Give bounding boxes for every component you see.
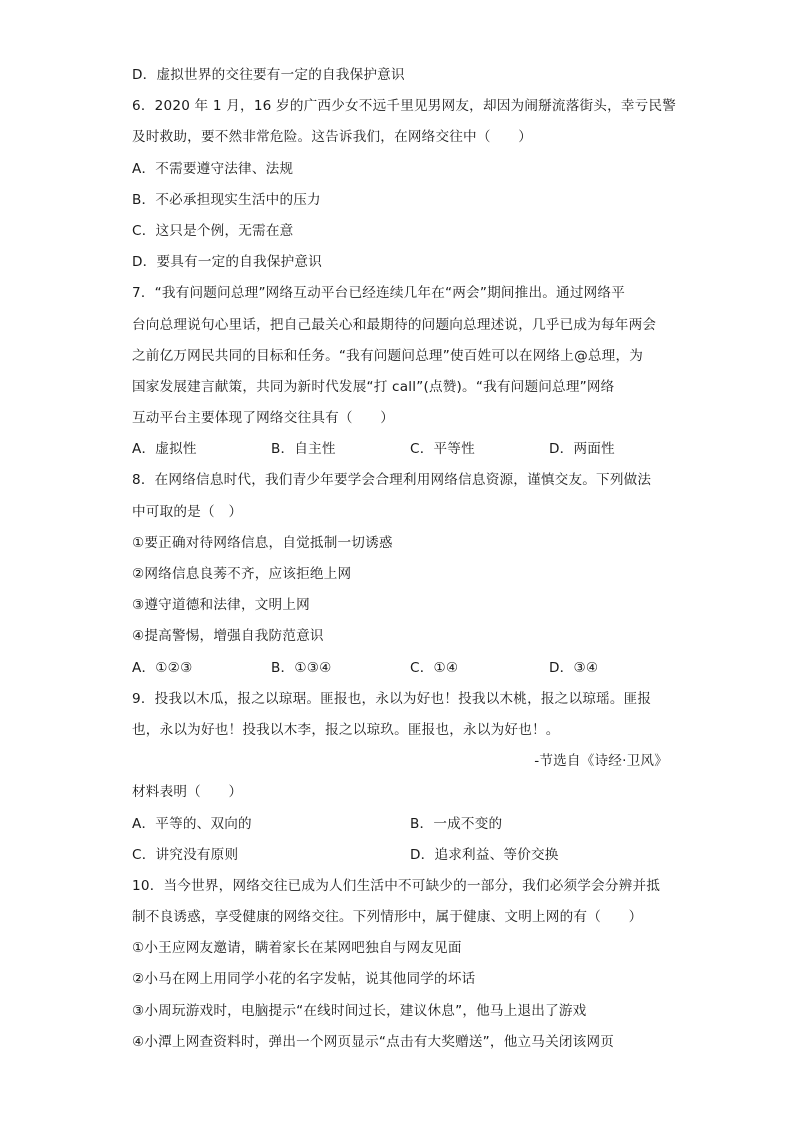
q7-options: [132, 434, 668, 465]
q6-option-d: D．要具有一定的自我保护意识: [132, 254, 322, 271]
q10-stem-line-2: 制不良诱惑，享受健康的网络交往。下列情形中，属于健康、文明上网的有（ ）: [132, 909, 643, 926]
q8-item-1: ①要正确对待网络信息，自觉抵制一切诱惑: [132, 534, 393, 551]
q6-option-a: A．不需要遵守法律、法规: [132, 160, 294, 177]
q7-option-c: C．平等性: [410, 441, 475, 458]
q7-option-a: A．虚拟性: [132, 441, 197, 458]
q7-option-d: D．两面性: [549, 441, 615, 458]
q7-stem-line-1: 7．“我有问题问总理”网络互动平台已经连续几年在“两会”期间推出。通过网络平: [132, 285, 626, 302]
q8-stem-line-1: 8．在网络信息时代，我们青少年要学会合理利用网络信息资源，谨慎交友。下列做法: [132, 472, 652, 489]
q10-stem-line-1: 10．当今世界，网络交往已成为人们生活中不可缺少的一部分，我们必须学会分辨并抵: [132, 877, 661, 894]
q9-stem-line-2: 也，永以为好也！投我以木李，报之以琼玖。匪报也，永以为好也！。: [132, 721, 560, 738]
q6-option-b: B．不必承担现实生活中的压力: [132, 191, 321, 208]
prev-option-d: D．虚拟世界的交往要有一定的自我保护意识: [132, 67, 405, 83]
q10-item-2: ②小马在网上用同学小花的名字发帖，说其他同学的坏话: [132, 971, 476, 988]
q9-option-d: D．追求利益、等价交换: [410, 846, 559, 863]
q9-stem-line-1: 9．投我以木瓜，报之以琼琚。匪报也，永以为好也！投我以木桃，报之以琼瑶。匪报: [132, 690, 652, 707]
q9-options-row-1: [132, 809, 668, 840]
q7-stem-line-3: 之前亿万网民共同的目标和任务。“我有问题问总理”使百姓可以在网络上@总理，为: [132, 347, 644, 364]
q6-stem-line-2: 及时救助，要不然非常危险。这告诉我们，在网络交往中（ ）: [132, 129, 533, 146]
q7-stem-line-2: 台向总理说句心里话，把自己最关心和最期待的问题向总理述说，几乎已成为每年两会: [132, 316, 657, 333]
q9-option-a: A．平等的、双向的: [132, 815, 252, 832]
q9-options-row-2: [132, 840, 668, 871]
q8-stem-line-2: 中可取的是（ ）: [132, 503, 243, 520]
q10-item-3: ③小周玩游戏时，电脑提示“在线时间过长，建议休息”，他马上退出了游戏: [132, 1002, 587, 1019]
q10-item-1: ①小王应网友邀请，瞒着家长在某网吧独自与网友见面: [132, 940, 462, 957]
q8-option-a: A．①②③: [132, 659, 193, 676]
q9-option-c: C．讲究没有原则: [132, 846, 239, 863]
q10-item-4: ④小潭上网查资料时，弹出一个网页显示“点击有大奖赠送”，他立马关闭该网页: [132, 1033, 615, 1050]
q9-option-b: B．一成不变的: [410, 815, 503, 832]
q7-option-b: B．自主性: [271, 441, 336, 458]
q8-option-d: D．③④: [549, 659, 599, 676]
q8-item-3: ③遵守道德和法律，文明上网: [132, 597, 310, 614]
q9-source: -节选自《诗经·卫风》: [534, 753, 668, 770]
q8-item-2: ②网络信息良莠不齐，应该拒绝上网: [132, 566, 352, 582]
q7-stem-line-4: 国家发展建言献策，共同为新时代发展“打 call”(点赞)。“我有问题问总理”网络: [132, 378, 615, 395]
q8-option-b: B．①③④: [271, 659, 332, 676]
q9-prompt: 材料表明（ ）: [132, 784, 243, 801]
q8-options: [132, 653, 668, 684]
exam-page: [132, 60, 677, 1058]
q6-stem-line-1: 6．2020 年 1 月，16 岁的广西少女不远千里见男网友，却因为闹掰流落街头，幸亏民警: [132, 98, 677, 115]
q6-option-c: C．这只是个例，无需在意: [132, 222, 294, 239]
q8-item-4: ④提高警惕，增强自我防范意识: [132, 628, 324, 645]
q8-option-c: C．①④: [410, 659, 459, 676]
q7-stem-line-5: 互动平台主要体现了网络交往具有（ ）: [132, 410, 395, 427]
